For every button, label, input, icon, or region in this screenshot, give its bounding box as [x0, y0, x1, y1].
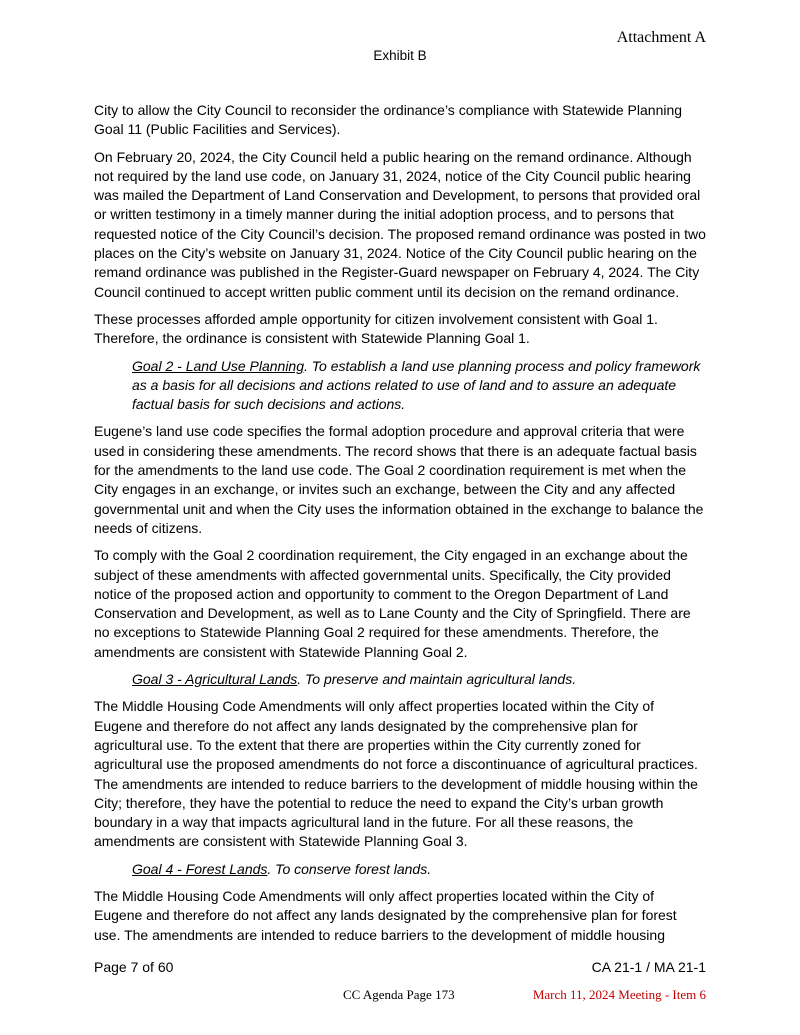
goal-4-text: . To conserve forest lands. [267, 860, 432, 877]
paragraph-goal3-analysis: The Middle Housing Code Amendments will only affect properties located within the City of Eugene and therefore do not affect any lands designated by the comprehensive plan for agricultural use. To the extent that there are properties within the City currently zoned for agricultural use the proposed amendments do not force a discontinuance of agricultural practices. The amendments are intended to reduce barriers to the development of middle housing within the City; therefore, they have the potential to reduce the need to expand the City’s urban growth boundary in a way that impacts agricultural land in the future. For all these reasons, the amendments are consistent with Statewide Planning Goal 3. [94, 698, 698, 850]
goal-4-title: Goal 4 - Forest Lands [132, 860, 268, 877]
agenda-page: CC Agenda Page 173 [343, 987, 455, 1002]
page-number: Page 7 of 60 [94, 959, 174, 975]
paragraph-goal4-analysis: The Middle Housing Code Amendments will only affect properties located within the City of Eugene and therefore do not affect any lands designated by the comprehensive plan for forest use. The amendments are intended to reduce barriers to the development of middle housing [94, 887, 677, 943]
goal-2-statement [132, 357, 706, 415]
paragraph-goal1-conclusion: These processes afforded ample opportunity for citizen involvement consistent with Goal 1. Therefore, the ordinance is consistent with Statewide Planning Goal 1. [94, 310, 658, 347]
paragraph-intro: City to allow the City Council to reconsider the ordinance’s compliance with Statewide Planning Goal 11 (Public Facilities and Services). [94, 102, 683, 138]
paragraph-goal2-factual-basis: Eugene’s land use code specifies the formal adoption procedure and approval criteria that were used in considering these amendments. The record shows that there is an adequate factual basis for the amendments to the land use code. The Goal 2 coordination requirement is met when the City engages in an exchange, or invites such an exchange, between the City and any affected governmental unit and when the City uses the information obtained in the exchange to balance the needs of citizens. [94, 423, 704, 536]
meeting-label: March 11, 2024 Meeting - Item 6 [532, 987, 706, 1002]
paragraph-public-hearing: On February 20, 2024, the City Council held a public hearing on the remand ordinance. Although not required by the land use code, on January 31, 2024, notice of the City Council public hearing was mailed the Department of Land Conservation and Development, to persons that provided oral or written testimony in a timely manner during the initial adoption process, and to persons that requested notice of the City Council’s decision. The proposed remand ordinance was posted in two places on the City’s website on January 31, 2024. Notice of the City Council public hearing on the remand ordinance was published in the Register-Guard newspaper on February 4, 2024. The City Council continued to accept written public comment until its decision on the remand ordinance. [94, 148, 706, 300]
case-number: CA 21-1 / MA 21-1 [591, 959, 706, 975]
goal-3-text: . To preserve and maintain agricultural lands. [297, 671, 577, 688]
goal-4-statement [132, 860, 706, 879]
paragraph-goal2-coordination: To comply with the Goal 2 coordination requirement, the City engaged in an exchange about the subject of these amendments with affected governmental units. Specifically, the City provided notice of the proposed action and opportunity to comment to the Oregon Department of Land Conservation and Development, as well as to Lane County and the City of Springfield. There are no exceptions to Statewide Planning Goal 2 required for these amendments. Therefore, the amendments are consistent with Statewide Planning Goal 2. [94, 547, 691, 660]
document-body [94, 101, 706, 953]
goal-2-title: Goal 2 - Land Use Planning [132, 357, 304, 374]
attachment-label: Attachment A [616, 29, 706, 46]
goal-3-statement [132, 670, 706, 689]
goal-2-text: . To establish a land use planning process and policy framework as a basis for all decisions and actions related to use of land and to assure an adequate factual basis for such decisions and actions. [132, 357, 701, 413]
exhibit-label: Exhibit B [373, 48, 427, 63]
goal-3-title: Goal 3 - Agricultural Lands [132, 671, 298, 688]
